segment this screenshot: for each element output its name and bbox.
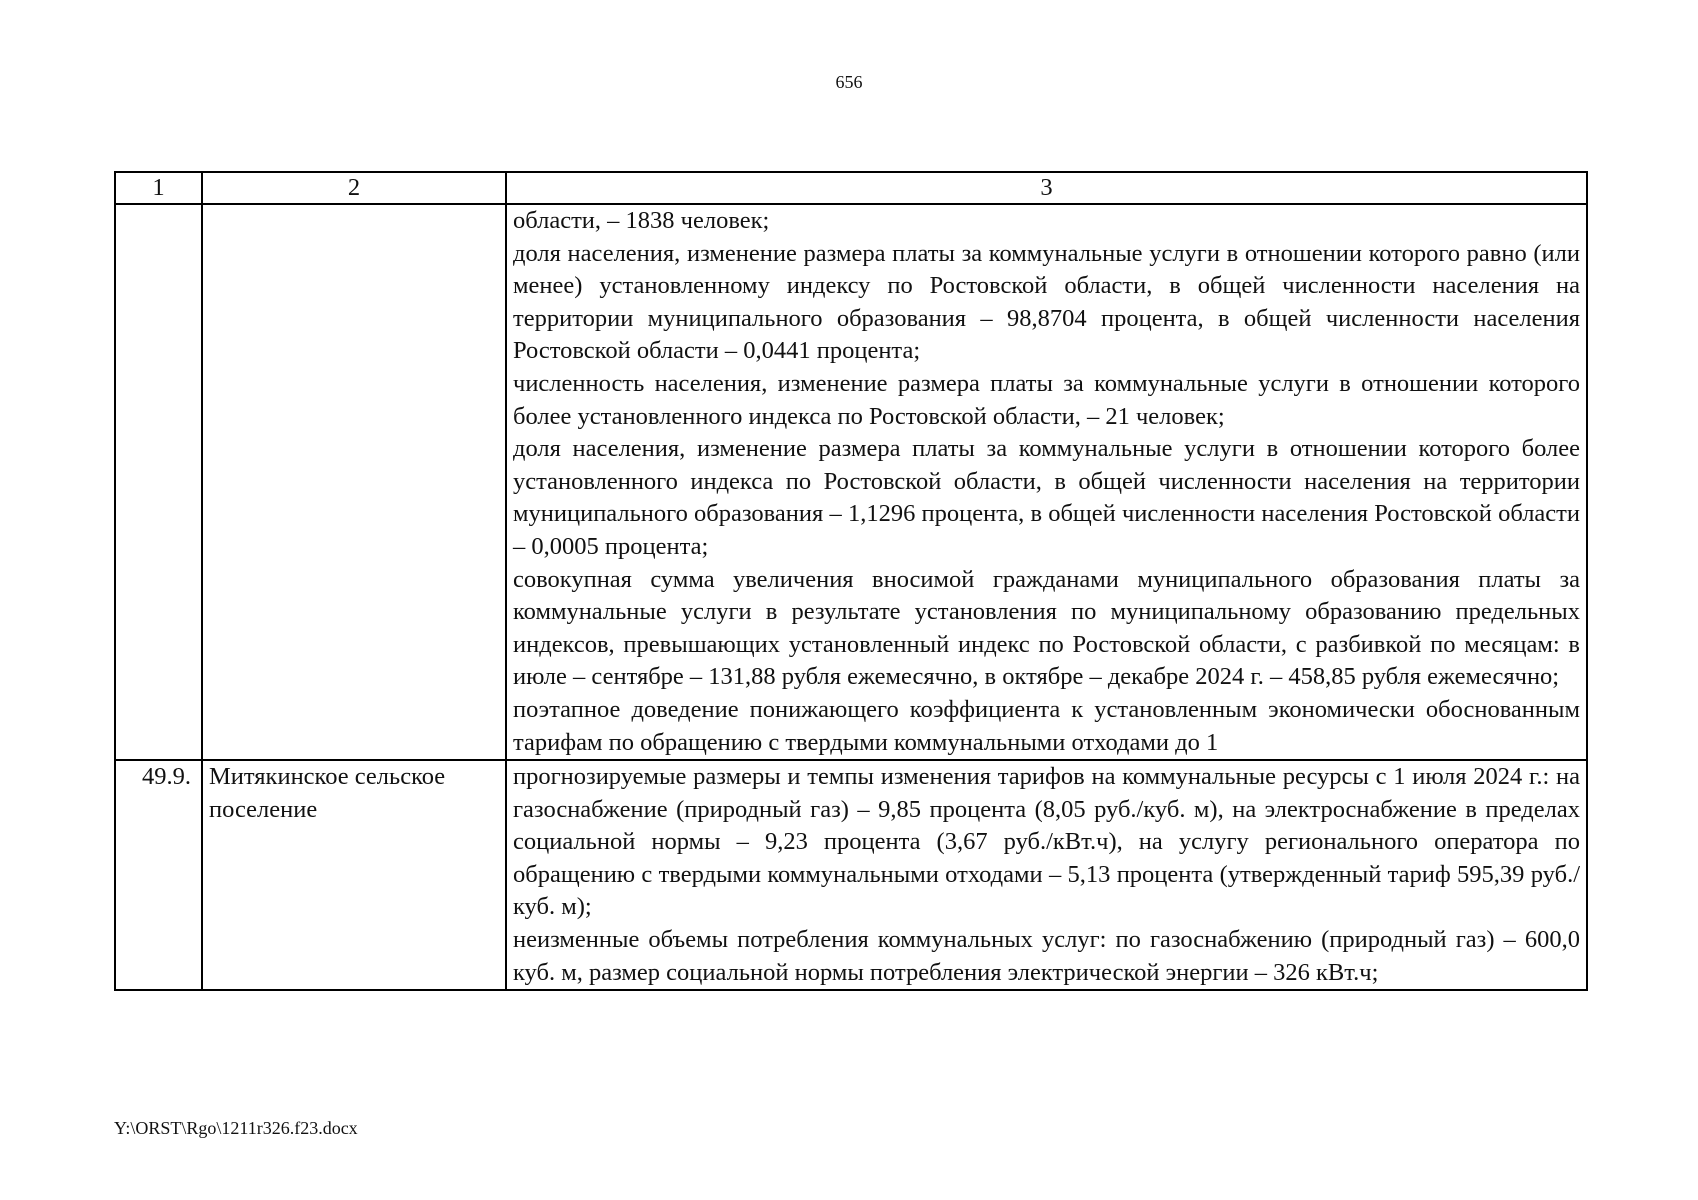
content-paragraph: прогнозируемые размеры и темпы изменения тарифов на коммунальные ресурсы с 1 июля 2024 г.: на газоснабжение (природный газ) – 9,85 процента (8,05 руб./куб. м), на электроснабжение в пределах социальной нормы – 9,23 процента (3,67 руб./кВт.ч), на услугу регионального оператора по обращению с твердыми коммунальными отходами – 5,13 процента (утвержденный тариф 595,39 руб./куб. м);: [513, 763, 1580, 921]
table-row: [115, 204, 1587, 760]
content-paragraph: неизменные объемы потребления коммунальных услуг: по газоснабжению (природный газ) – 600,0 куб. м, размер социальной нормы потребления электрической энергии – 326 кВт.ч;: [513, 926, 1580, 986]
header-col-1: 1: [115, 172, 202, 204]
header-col-3: 3: [506, 172, 1587, 204]
content-paragraph: численность населения, изменение размера платы за коммунальные услуги в отношении которого более установленного индекса по Ростовской области, – 21 человек;: [513, 369, 1580, 430]
header-col-2: 2: [202, 172, 506, 204]
row-content-cell: [506, 204, 1587, 760]
row-number-cell: 49.9.: [115, 760, 202, 990]
row-number-cell: [115, 204, 202, 760]
table-row: [115, 760, 1587, 990]
row-content-cell: [506, 760, 1587, 990]
footer-file-path: Y:\ORST\Rgo\1211r326.f23.docx: [114, 1118, 358, 1138]
content-paragraph: доля населения, изменение размера платы за коммунальные услуги в отношении которого равно (или менее) установленному индексу по Ростовской области, в общей численности населения на территории муниципального образования – 98,8704 процента, в общей численности населения Ростовской области – 0,0441 процента;: [513, 239, 1580, 365]
row-name-cell: [202, 204, 506, 760]
content-table: [114, 171, 1588, 991]
table-header-row: [115, 172, 1587, 204]
content-paragraph: поэтапное доведение понижающего коэффициента к установленным экономически обоснованным тарифам по обращению с твердыми коммунальными отходами до 1: [513, 695, 1580, 756]
content-paragraph: совокупная сумма увеличения вносимой гражданами муниципального образования платы за коммунальные услуги в результате установления по муниципальному образованию предельных индексов, превышающих установленный индекс по Ростовской области, с разбивкой по месяцам: в июле – сентябре – 131,88 рубля ежемесячно, в октябре – декабре 2024 г. – 458,85 рубля ежемесячно;: [513, 565, 1580, 691]
row-name-cell: Митякинское сельское поселение: [202, 760, 506, 990]
page-number: 656: [835, 72, 863, 92]
content-paragraph: доля населения, изменение размера платы за коммунальные услуги в отношении которого более установленного индекса по Ростовской области, в общей численности населения на территории муниципального образования – 1,1296 процента, в общей численности населения Ростовской области – 0,0005 процента;: [513, 435, 1580, 560]
content-paragraph: области, – 1838 человек;: [513, 207, 770, 234]
